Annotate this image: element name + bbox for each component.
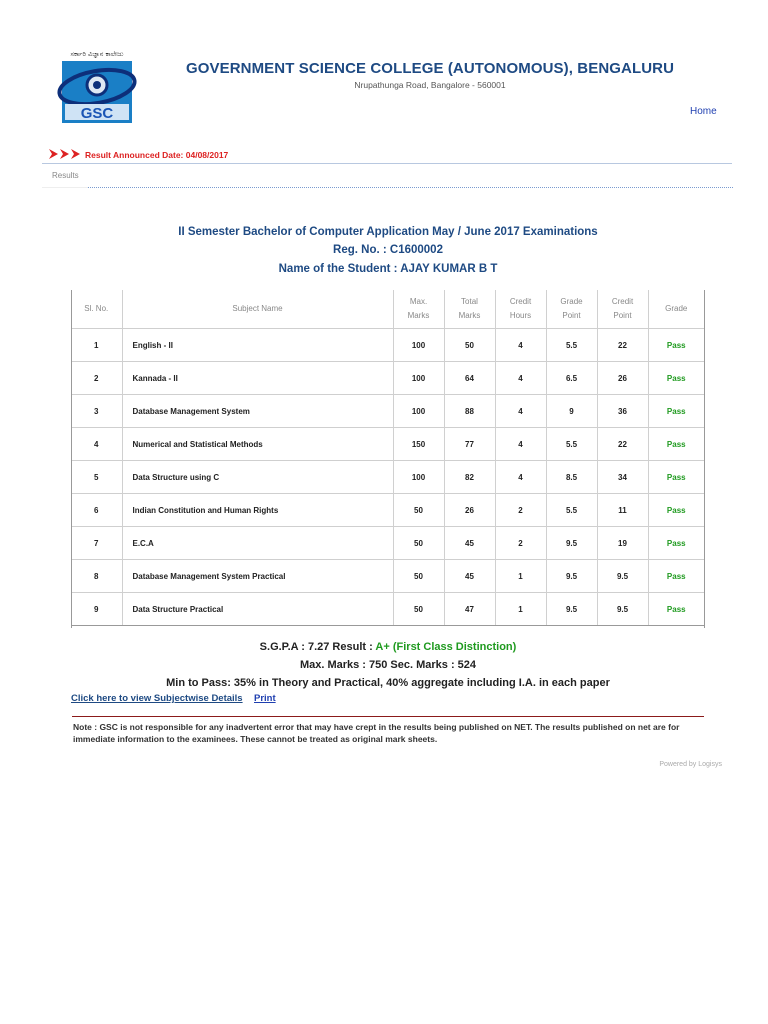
credit-point-cell: 22: [597, 428, 648, 461]
max-marks-cell: 50: [393, 494, 444, 527]
credit-point-cell: 26: [597, 362, 648, 395]
credit-hours-cell: 4: [495, 461, 546, 494]
table-row: [71, 428, 704, 461]
col-grade-header: Grade: [648, 290, 704, 329]
credit-hours-cell: 2: [495, 527, 546, 560]
credit-point-cell: 9.5: [597, 560, 648, 593]
max-marks-cell: 50: [393, 527, 444, 560]
grade-cell: Pass: [648, 395, 704, 428]
sl-no-cell: 5: [71, 461, 122, 494]
breadcrumb: Results: [52, 171, 79, 180]
sl-no-cell: 1: [71, 329, 122, 362]
sl-no-cell: 3: [71, 395, 122, 428]
subject-name-cell: Kannada - II: [122, 362, 393, 395]
print-link[interactable]: Print: [254, 693, 276, 704]
total-marks-cell: 47: [444, 593, 495, 626]
table-row: [71, 560, 704, 593]
total-marks-cell: 45: [444, 560, 495, 593]
max-marks-cell: 100: [393, 329, 444, 362]
grade-point-cell: 9.5: [546, 527, 597, 560]
col-subject-name-header: Subject Name: [122, 290, 393, 329]
grade-point-cell: 9.5: [546, 593, 597, 626]
grade-cell: Pass: [648, 560, 704, 593]
subjectwise-details-link[interactable]: Click here to view Subjectwise Details: [71, 693, 243, 704]
logo-tagline: ಸರ್ಕಾರಿ ವಿಜ್ಞಾನ ಕಾಲೇಜು: [70, 50, 124, 58]
subject-name-cell: Data Structure using C: [122, 461, 393, 494]
total-marks-cell: 45: [444, 527, 495, 560]
subject-name-cell: E.C.A: [122, 527, 393, 560]
credit-hours-cell: 1: [495, 560, 546, 593]
registration-number: Reg. No. : C1600002: [333, 244, 443, 256]
subject-name-cell: Database Management System: [122, 395, 393, 428]
sgpa-label: S.G.P.A : 7.27 Result :: [259, 641, 376, 653]
total-marks-cell: 64: [444, 362, 495, 395]
marks-table: [71, 290, 704, 626]
max-marks-cell: 50: [393, 560, 444, 593]
total-marks-cell: 77: [444, 428, 495, 461]
logo-text: GSC: [80, 105, 114, 122]
credit-point-cell: 11: [597, 494, 648, 527]
credit-point-cell: 9.5: [597, 593, 648, 626]
sl-no-cell: 2: [71, 362, 122, 395]
table-row: [71, 527, 704, 560]
college-logo: [56, 48, 138, 126]
divider: [72, 716, 704, 717]
triple-arrow-icon: [49, 147, 85, 159]
sgpa-result: [72, 641, 704, 653]
grade-cell: Pass: [648, 329, 704, 362]
grade-point-cell: 9: [546, 395, 597, 428]
disclaimer-note: Note : GSC is not responsible for any inadvertent error that may have crept in the results being published on NET. The results published on net are for immediate information to the examinees. These cannot be treated as original mark sheets.: [73, 722, 680, 744]
subject-name-cell: English - II: [122, 329, 393, 362]
sl-no-cell: 4: [71, 428, 122, 461]
sl-no-cell: 7: [71, 527, 122, 560]
credit-hours-cell: 4: [495, 329, 546, 362]
result-announced-date: Result Announced Date: 04/08/2017: [85, 150, 229, 160]
credit-point-cell: 34: [597, 461, 648, 494]
col-credit-hours-header: Credit Hours: [495, 290, 546, 329]
table-header-row: [71, 290, 704, 329]
max-marks-cell: 100: [393, 362, 444, 395]
college-name: GOVERNMENT SCIENCE COLLEGE (AUTONOMOUS), BENGALURU: [185, 60, 675, 77]
student-name: Name of the Student : AJAY KUMAR B T: [278, 263, 498, 275]
credit-hours-cell: 4: [495, 395, 546, 428]
table-row: [71, 329, 704, 362]
college-address: Nrupathunga Road, Bangalore - 560001: [354, 80, 506, 90]
subject-name-cell: Numerical and Statistical Methods: [122, 428, 393, 461]
grade-point-cell: 6.5: [546, 362, 597, 395]
max-marks-cell: 50: [393, 593, 444, 626]
table-row: [71, 395, 704, 428]
table-row: [71, 593, 704, 626]
max-marks-summary: Max. Marks : 750 Sec. Marks : 524: [299, 659, 477, 671]
grade-point-cell: 5.5: [546, 494, 597, 527]
table-row: [71, 494, 704, 527]
col-max-marks-header: Max. Marks: [393, 290, 444, 329]
subject-name-cell: Database Management System Practical: [122, 560, 393, 593]
max-marks-cell: 100: [393, 461, 444, 494]
credit-hours-cell: 2: [495, 494, 546, 527]
grade-point-cell: 8.5: [546, 461, 597, 494]
sl-no-cell: 9: [71, 593, 122, 626]
grade-cell: Pass: [648, 461, 704, 494]
divider: [42, 163, 732, 164]
total-marks-cell: 82: [444, 461, 495, 494]
total-marks-cell: 26: [444, 494, 495, 527]
result-class: A+ (First Class Distinction): [375, 641, 517, 653]
max-marks-cell: 100: [393, 395, 444, 428]
credit-hours-cell: 1: [495, 593, 546, 626]
grade-cell: Pass: [648, 362, 704, 395]
total-marks-cell: 50: [444, 329, 495, 362]
col-total-marks-header: Total Marks: [444, 290, 495, 329]
divider: [42, 187, 88, 188]
grade-point-cell: 5.5: [546, 428, 597, 461]
exam-title: II Semester Bachelor of Computer Application May / June 2017 Examinations: [178, 226, 598, 238]
powered-by: Powered by Logisys: [659, 761, 722, 768]
col-sl-no-header: Sl. No.: [84, 304, 109, 313]
col-credit-point-header: Credit Point: [597, 290, 648, 329]
col-grade-point-header: Grade Point: [546, 290, 597, 329]
grade-cell: Pass: [648, 527, 704, 560]
subject-name-cell: Indian Constitution and Human Rights: [122, 494, 393, 527]
grade-cell: Pass: [648, 428, 704, 461]
credit-point-cell: 36: [597, 395, 648, 428]
total-marks-cell: 88: [444, 395, 495, 428]
subject-name-cell: Data Structure Practical: [122, 593, 393, 626]
grade-cell: Pass: [648, 494, 704, 527]
max-marks-cell: 150: [393, 428, 444, 461]
table-row: [71, 461, 704, 494]
home-link[interactable]: Home: [690, 106, 717, 117]
table-row: [71, 362, 704, 395]
grade-point-cell: 5.5: [546, 329, 597, 362]
grade-point-cell: 9.5: [546, 560, 597, 593]
divider: [88, 187, 733, 188]
min-pass-rule: Min to Pass: 35% in Theory and Practical, 40% aggregate including I.A. in each paper: [166, 677, 610, 689]
sl-no-cell: 8: [71, 560, 122, 593]
grade-cell: Pass: [648, 593, 704, 626]
credit-point-cell: 19: [597, 527, 648, 560]
credit-hours-cell: 4: [495, 428, 546, 461]
credit-hours-cell: 4: [495, 362, 546, 395]
credit-point-cell: 22: [597, 329, 648, 362]
sl-no-cell: 6: [71, 494, 122, 527]
